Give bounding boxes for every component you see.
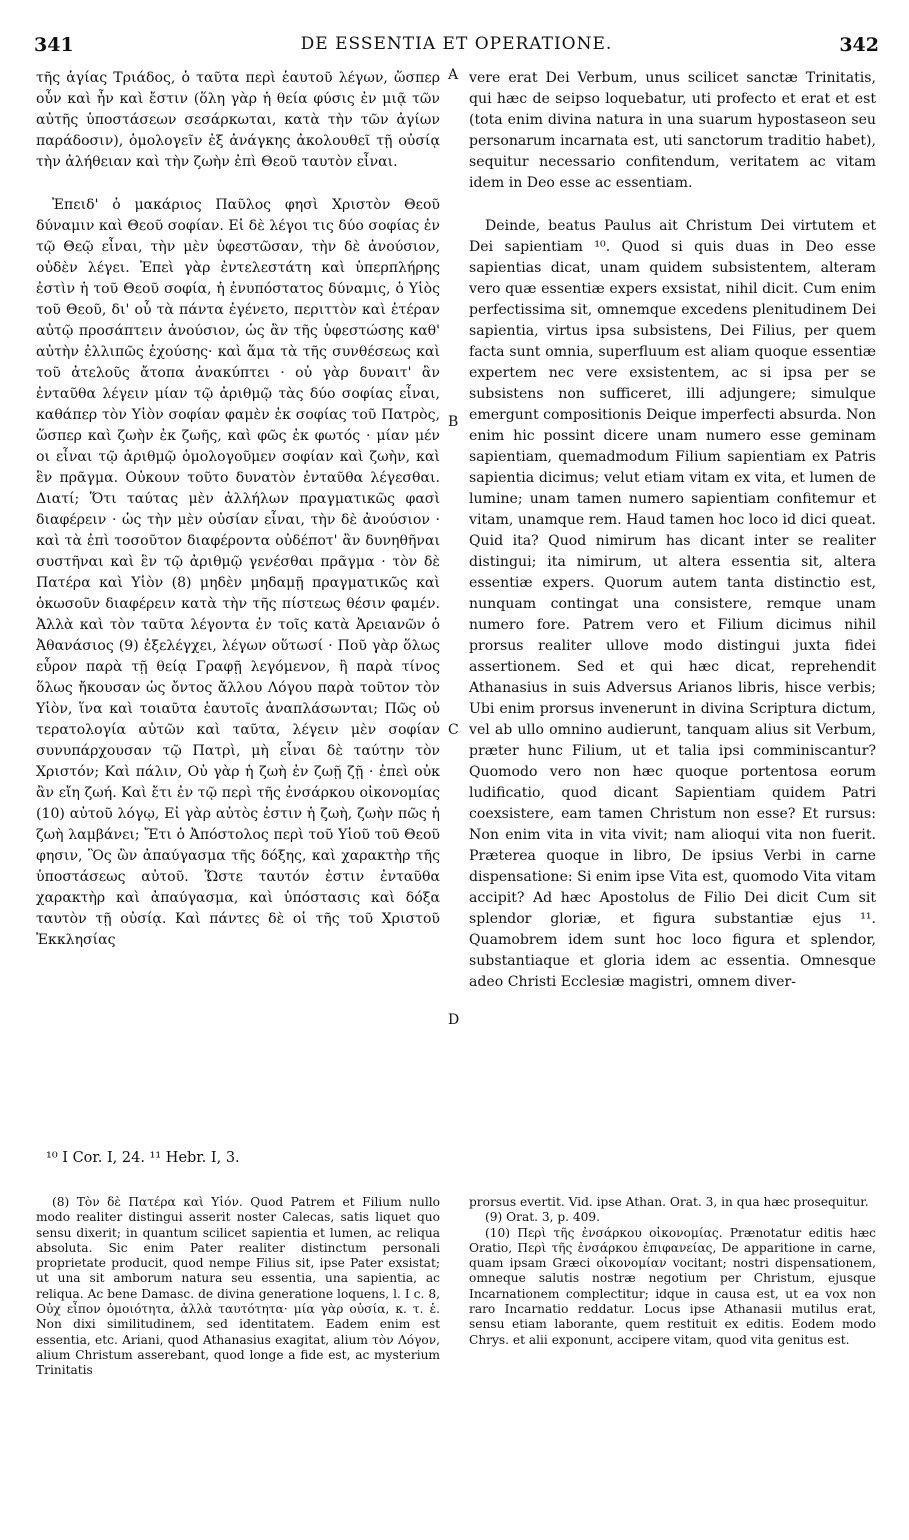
right-page-number: 342 [839,34,879,56]
running-header [34,34,879,60]
greek-paragraph-1: τῆς ἁγίας Τριάδος, ὁ ταῦτα περὶ ἑαυτοῦ λέγων, ὥσπερ οὖν καὶ ἦν καὶ ἔστιν (ὅλη γὰρ ἡ θεία φύσις ἐν μιᾷ τῶν αὐτῆς ὑποστάσεων σεσάρκωται, κατὰ τὴν τῶν ἁγίων παράδοσιν), ὁμολογεῖν ἐξ ἀνάγκης ἀκολουθεῖ τῇ οὐσίᾳ τὴν ἀλήθειαν καὶ τὴν ζωὴν ἐπὶ Θεοῦ ταυτὸν εἶναι. [36,70,440,170]
margin-letter-b: B [448,414,459,430]
margin-letter-d: D [448,1012,460,1028]
margin-letter-c: C [448,722,459,738]
footnote-8-continued: prorsus evertit. Vid. ipse Athan. Orat. 3, in qua hæc prosequitur. [469,1195,869,1209]
greek-column [36,68,440,951]
latin-column [469,68,876,993]
running-title: DE ESSENTIA ET OPERATIONE. [300,34,613,54]
scripture-references: ¹⁰ I Cor. I, 24. ¹¹ Hebr. I, 3. [46,1150,240,1166]
latin-paragraph-1: vere erat Dei Verbum, unus scilicet sanctæ Trinitatis, qui hæc de seipso loquebatur, uti profecto et erat et est (tota enim divina natura in una suarum hypostaseon seu personarum incarnata est, uti sanctorum traditio habet), sequitur necessario confitendum, veritatem ac vitam idem in Deo esse ac essentiam. [469,70,876,191]
greek-paragraph-2: Ἐπειδ' ὁ μακάριος Παῦλος φησὶ Χριστὸν Θεοῦ δύναμιν καὶ Θεοῦ σοφίαν. Εἰ δὲ λέγοι τις δύο σοφίας ἐν τῷ Θεῷ εἶναι, τὴν μὲν ὑφεστῶσαν, τὴν δὲ ἀνούσιον, οὐδὲν λέγει. Ἐπεὶ γὰρ ἐντελεστάτη καὶ ὑπερπλήρης ἐστὶν ἡ τοῦ Θεοῦ σοφία, ἡ ἐνυπόστατος δύναμις, ὁ Υἱὸς τοῦ Θεοῦ, δι' οὗ τὰ πάντα ἐγένετο, περιττὸν καὶ ἑτέραν αὐτῷ προσάπτειν ἀνούσιον, ὡς ἂν τῆς ὑφεστώσης καθ' αὐτὴν ἐλλιπῶς ἐχούσης· καὶ ἅμα τὰ τῆς συνθέσεως καὶ τοῦ ἀτελοῦς ἄτοπα ἀνακύπτει · οὐ γὰρ δυναιτ' ἂν ἐνταῦθα λέγειν μίαν τῷ ἀριθμῷ τὰς δύο σοφίας εἶναι, καθάπερ τὸν Υἱὸν σοφίαν φαμὲν ἐκ σοφίας τοῦ Πατρὸς, ὥσπερ καὶ ζωὴν ἐκ ζωῆς, καὶ φῶς ἐκ φωτός · μίαν μέν οι εἶναι τῷ ἀριθμῷ ὁμολογοῦμεν σοφίαν καὶ ζωὴν, καὶ ἓν πρᾶγμα. Οὐκουν τοῦτο δυνατὸν ἐνταῦθα λέγεσθαι. Διατί; Ὅτι ταύτας μὲν ἀλλήλων πραγματικῶς φασὶ διαφέρειν · ὡς τὴν μὲν οὐσίαν εἶναι, τὴν δὲ ἀνούσιον · καὶ τὰ ἐπὶ τοσοῦτον διαφέροντα οὐδέποτ' ἂν δυνηθῆναι συστῆναι καὶ ἓν τῷ ἀριθμῷ γενέσθαι πρᾶγμα · τὸν δὲ Πατέρα καὶ Υἱὸν (8) μηδὲν μηδαμῇ πραγματικῶς καὶ ὁκωσοῦν διαφέρειν κατὰ τὴν τῆς πίστεως θέσιν φαμέν. Ἀλλὰ καὶ τὸν ταῦτα λέγοντα ἐν τοῖς κατὰ Ἀρειανῶν ὁ Ἀθανάσιος (9) ἐξελέγχει, λέγων οὕτωσί · Ποῦ γὰρ ὅλως εὗρον παρὰ τῇ θείᾳ Γραφῇ λεγόμενον, ἢ παρὰ τίνος ὅλως ἤκουσαν ὡς ὄντος ἄλλου Λόγου παρὰ τοῦτον τὸν Υἱὸν, ἵνα καὶ τοιαῦτα ἑαυτοῖς ἀναπλάσωνται; Πῶς οὐ τερατολογία αὐτῶν καὶ ταῦτα, λέγειν μὲν σοφίαν συνυπάρχουσαν τῷ Πατρὶ, μὴ εἶναι δὲ ταύτην τὸν Χριστόν; Καὶ πάλιν, Οὐ γὰρ ἡ ζωὴ ἐν ζωῇ ζῇ · ἐπεὶ οὐκ ἂν εἴη ζωή. Καὶ ἔτι ἐν τῷ περὶ τῆς ἐνσάρκου οἰκονομίας (10) αὐτοῦ λόγῳ, Εἰ γὰρ αὐτὸς ἐστιν ἡ ζωὴ, ζωὴν πῶς ἡ ζωὴ λαμβάνει; Ἔτι ὁ Ἀπόστολος περὶ τοῦ Υἱοῦ τοῦ Θεοῦ φησιν, Ὃς ὢν ἀπαύγασμα τῆς δόξης, καὶ χαρακτὴρ τῆς ὑποστάσεως αὐτοῦ. Ὥστε ταυτόν ἐστιν ἐνταῦθα χαρακτὴρ καὶ ἀπαύγασμα, καὶ ὑπόστασις καὶ δόξα ταυτὸν τῇ οὐσίᾳ. Καὶ πάντες δὲ οἱ τῆς τοῦ Χριστοῦ Ἐκκλησίας [36,197,440,948]
footnote-9: (9) Orat. 3, p. 409. [485,1210,601,1225]
latin-paragraph-2: Deinde, beatus Paulus ait Christum Dei virtutem et Dei sapientiam ¹⁰. Quod si quis duas in Deo esse sapientias dicat, unam quidem subsistentem, alteram vero quæ essentiæ expers exsistat, nihil dicit. Cum enim perfectissima sit, omnemque excedens plenitudinem Dei sapientia, virtus ipsa subsistens, Dei Filius, per quem facta sunt omnia, superfluum est aliam quoque essentiæ expertem nec vere exsistentem, ac si ipsa per se subsistens non sufficeret, illi adjungere; simulque emergunt compositionis Deique imperfecti absurda. Non enim hic possint dicere unam numero esse geminam sapientiam, quemadmodum Filium sapientiam ex Patris sapientia dicimus; velut etiam vitam ex vita, et lumen de lumine; unam tamen numero sapientiam confitemur et vitam, unamque rem. Haud tamen hoc loco id dici queat. Quid ita? Quod nimirum has dicant inter se realiter distingui; ita nimirum, ut altera essentia sit, altera essentiæ expers. Quorum autem tanta distinctio est, nunquam contingat una consistere, remque unam numero fore. Patrem vero et Filium dicimus nihil prorsus realiter ullove modo distingui juxta fidei assertionem. Sed et qui hæc dicat, reprehendit Athanasius in suis Adversus Arianos libris, hisce verbis; Ubi enim prorsus invenerunt in divina Scriptura dictum, vel ab ullo omnino audierunt, tanquam alius sit Verbum, præter hunc Filium, ut et talia ipsi comminiscantur? Quomodo vero non hæc quoque portentosa eorum ludificatio, quod dicant Sapientiam quidem Patri coexsistere, eam tamen Christum non esse? Et rursus: Non enim vita in vita vivit; nam alioqui vita non fuerit. Præterea quoque in libro, De ipsius Verbi in carne dispensatione: Si enim ipse Vita est, quomodo Vita vitam accipit? Ad hæc Apostolus de Filio Dei dicit Cum sit splendor gloriæ, et figura substantiæ ejus ¹¹. Quamobrem idem sunt hoc loco figura et splendor, substantiaque et gloria idem ac essentia. Omnesque adeo Christi Ecclesiæ magistri, omnem diver- [469,218,876,990]
footnote-8: (8) Τὸν δὲ Πατέρα καὶ Υἱόν. Quod Patrem et Filium nullo modo realiter distingui asserit noster Calecas, satis liquet quo sensu dixerit; in quantum scilicet sapientia et lumen, ac reliqua absoluta. Sic enim Pater realiter distinctum personali proprietate producit, quod nempe Filius sit, ipse Pater exsistat; ut una sit amborum natura seu essentia, una sapientia, ac reliqua. Ac bene Damasc. de divina generatione loquens, l. I c. 8, Οὐχ εἶπον ὁμοιότητα, ἀλλὰ ταυτότητα· μία γὰρ οὐσία, κ. τ. ἑ. Non dixi similitudinem, sed identitatem. Eadem enim est essentia, etc. Ariani, quod Athanasius exagitat, alium τὸν Λόγον, alium Christum asserebant, quod longe a fide est, ac mysterium Trinitatis [36,1195,440,1378]
footnote-10: (10) Περὶ τῆς ἐνσάρκου οἰκονομίας. Prænotatur editis hæc Oratio, Περὶ τῆς ἐνσάρκου ἐπιφανείας, De apparitione in carne, quam ipsam Græci οἰκονομίαν vocitant; nostri dispensationem, omneque salutis nostræ negotium per Christum, ejusque Incarnationem complectitur; idque in causa est, ut ea vox non raro Incarnatio reddatur. Locus ipse Athanasii mutilus erat, sensu etiam laborante, quem restituit ex editis. Eodem modo Chrys. et alii exponunt, accipere vitam, quod vita genitus est. [469,1225,876,1347]
margin-letter-a: A [448,67,459,83]
footnotes-right [469,1195,876,1348]
left-page-number: 341 [34,34,74,56]
footnotes-left [36,1195,440,1379]
